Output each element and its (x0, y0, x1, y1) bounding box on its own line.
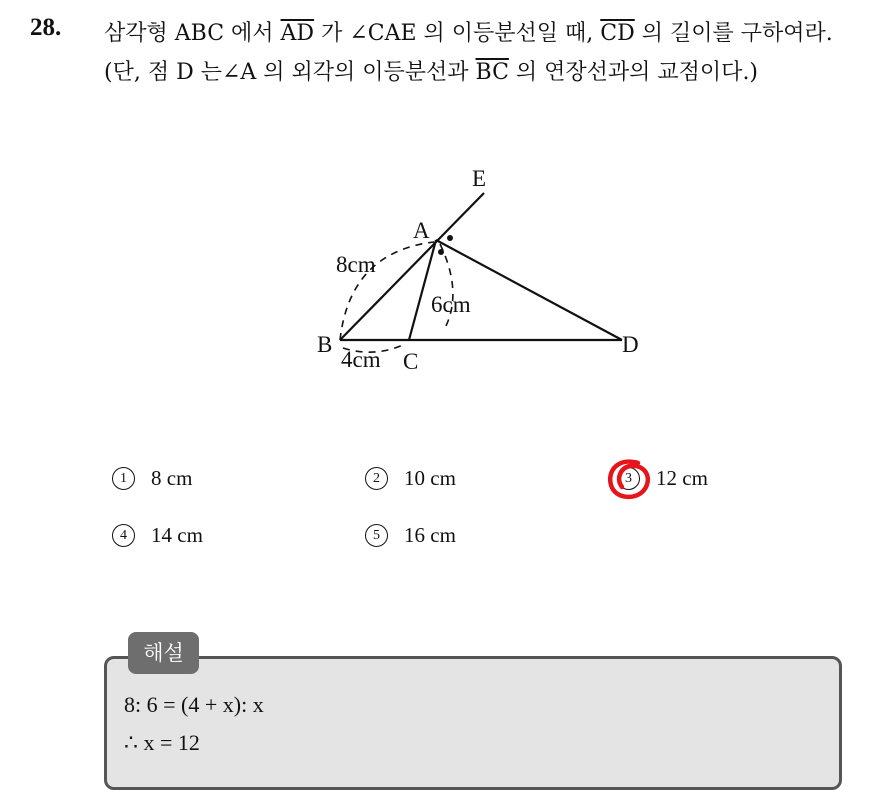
choice-number-1: 1 (112, 467, 135, 490)
solution-line-2: ∴ x = 12 (124, 730, 200, 755)
segment-bc: $\overline{BC}$ (475, 60, 509, 85)
choice-text-3: 12 cm (656, 466, 708, 490)
choice-4[interactable] (112, 523, 203, 548)
question-text-part4: 의 연장선과의 교점이다.) (508, 60, 759, 85)
segment-cd: $\overline{CD}$ (600, 21, 635, 46)
solution-box (104, 656, 842, 790)
answer-mark-icon (606, 457, 652, 503)
choice-number-3: 3 (617, 467, 640, 490)
choice-text-4: 14 cm (151, 523, 203, 547)
label-d: D (622, 332, 639, 357)
choice-text-1: 8 cm (151, 466, 193, 490)
choice-number-5: 5 (365, 524, 388, 547)
choice-number-4: 4 (112, 524, 135, 547)
label-e: E (472, 166, 487, 191)
length-bc: 4cm (341, 347, 381, 372)
label-a: A (413, 218, 430, 243)
choice-1[interactable] (112, 466, 192, 491)
line-a-d (436, 240, 622, 340)
choice-text-2: 10 cm (404, 466, 456, 490)
choice-number-2: 2 (365, 467, 388, 490)
choice-2[interactable] (365, 466, 456, 491)
length-ab: 8cm (336, 252, 376, 277)
question-number: 28. (30, 14, 62, 41)
segment-ad: $\overline{AD}$ (280, 21, 315, 46)
choice-5[interactable] (365, 523, 456, 548)
label-c: C (403, 349, 419, 374)
question-text-part3: 의 길이를 구하여라.(단, 점 D 는∠A 의 외각의 이등분선과 (104, 21, 833, 85)
length-ac: 6cm (431, 292, 471, 317)
label-b: B (317, 332, 333, 357)
solution-tag: 해설 (128, 632, 199, 674)
question-text-part2: 가 ∠CAE 의 이등분선일 때, (314, 21, 601, 46)
angle-dot-upper (447, 235, 453, 241)
angle-dot-lower (438, 249, 444, 255)
choice-text-5: 16 cm (404, 523, 456, 547)
question-text-part1: 삼각형 ABC 에서 (104, 21, 281, 46)
solution-line-1: 8: 6 = (4 + x): x (124, 692, 264, 717)
